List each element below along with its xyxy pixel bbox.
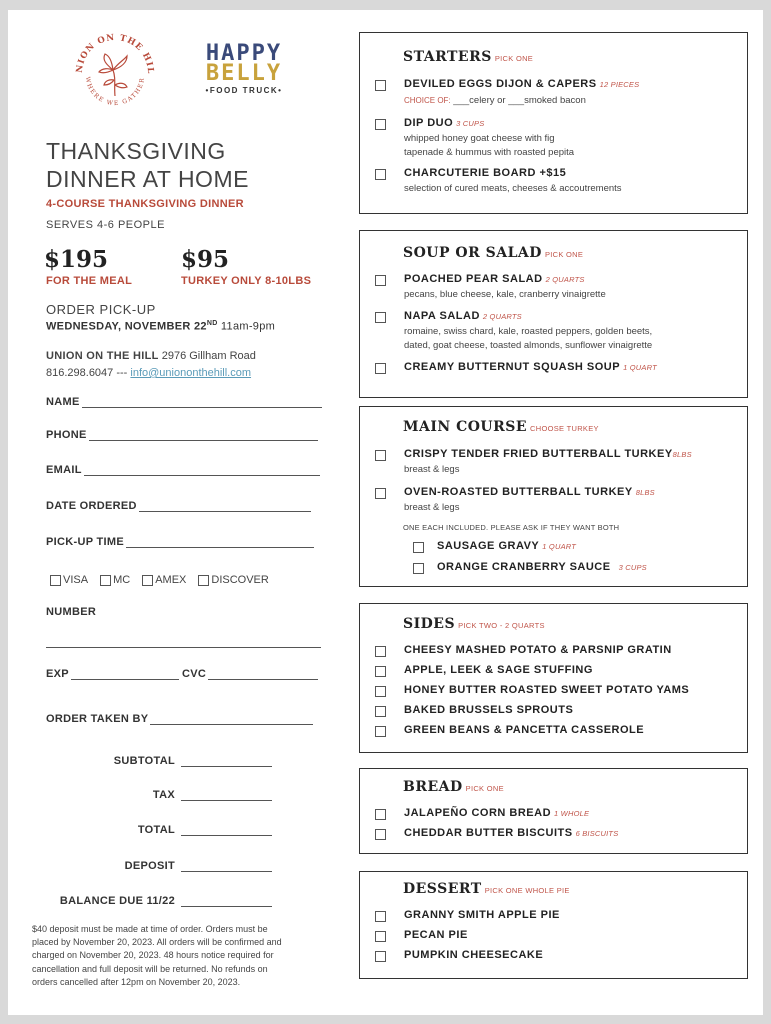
card-number-label: NUMBER (46, 606, 97, 618)
fried-turkey-qty: 8LBS (672, 450, 692, 459)
total-line[interactable] (181, 835, 272, 836)
dessert-name: PUMPKIN CHEESECAKE (404, 949, 544, 961)
bread-title: BREAD (403, 779, 463, 795)
card-number-line[interactable] (46, 647, 321, 648)
visa-label: VISA (63, 574, 89, 586)
turkey-price-label: TURKEY ONLY 8-10LBS (181, 275, 312, 287)
pickup-date-sup: ND (206, 320, 218, 327)
meal-price-label: FOR THE MEAL (46, 275, 133, 287)
dessert-section (359, 871, 748, 979)
starters-title: STARTERS (403, 49, 492, 65)
dip-duo-checkbox[interactable] (375, 119, 386, 130)
dip-duo-desc-line: tapenade & hummus with roasted pepita (404, 147, 575, 158)
dessert-name: PECAN PIE (404, 929, 468, 941)
side-name: CHEESY MASHED POTATO & PARSNIP GRATIN (404, 644, 672, 656)
email-line[interactable] (84, 464, 320, 476)
happy-belly-word-belly: BELLY (205, 61, 283, 86)
street-address: 2976 Gillham Road (158, 350, 256, 362)
main-course-heading (403, 419, 599, 435)
main-course-section (359, 406, 748, 587)
sausage-gravy-checkbox[interactable] (413, 542, 424, 553)
terms-line: cancellation and full deposit will be returned. No refunds on (32, 963, 268, 974)
phone-line[interactable] (89, 429, 318, 441)
title-line-1: THANKSGIVING (46, 138, 226, 164)
sausage-gravy-qty: 1 QUART (542, 542, 577, 551)
dessert-heading (403, 881, 570, 897)
side-name: BAKED BRUSSELS SPROUTS (404, 704, 574, 716)
email-field[interactable] (46, 464, 320, 476)
roasted-turkey-description: breast & legs (404, 502, 460, 513)
dip-duo-desc-line: whipped honey goat cheese with fig (404, 133, 555, 144)
side-checkbox[interactable] (375, 706, 386, 717)
exp-field[interactable] (46, 668, 179, 680)
pickup-date (46, 320, 275, 333)
roasted-turkey-qty: 8LBS (635, 488, 655, 497)
roasted-turkey-checkbox[interactable] (375, 488, 386, 499)
napa-salad-checkbox[interactable] (375, 312, 386, 323)
napa-desc-line: romaine, swiss chard, kale, roasted peppers, golden beets, (404, 326, 653, 337)
butternut-soup-checkbox[interactable] (375, 363, 386, 374)
happy-belly-subtitle: •FOOD TRUCK• (205, 86, 283, 95)
biscuits-checkbox[interactable] (375, 829, 386, 840)
visa-checkbox[interactable] (50, 575, 61, 586)
side-name: HONEY BUTTER ROASTED SWEET POTATO YAMS (404, 684, 690, 696)
terms-fineprint (32, 923, 350, 989)
email-label: EMAIL (46, 464, 82, 476)
deviled-eggs-name: DEVILED EGGS DIJON & CAPERS (404, 78, 597, 90)
charcuterie-name: CHARCUTERIE BOARD +$15 (404, 167, 567, 179)
cvc-field[interactable] (182, 668, 318, 680)
cvc-label: CVC (182, 668, 207, 680)
svg-text:UNION ON THE HILL (72, 30, 155, 75)
union-on-the-hill-logo (72, 30, 158, 116)
exp-label: EXP (46, 668, 69, 680)
phone-label: PHONE (46, 429, 87, 441)
corn-bread-name: JALAPEÑO CORN BREAD (404, 807, 552, 819)
order-taken-by-line[interactable] (150, 713, 313, 725)
corn-bread-checkbox[interactable] (375, 809, 386, 820)
venue-name: UNION ON THE HILL (46, 350, 159, 362)
choice-text[interactable]: ___celery or ___smoked bacon (450, 95, 586, 106)
date-ordered-field[interactable] (46, 500, 311, 512)
title-line-2: DINNER AT HOME (46, 166, 249, 192)
starters-heading (403, 49, 533, 65)
side-checkbox[interactable] (375, 666, 386, 677)
deposit-label: DEPOSIT (124, 860, 175, 872)
tax-label: TAX (152, 789, 175, 801)
poached-pear-checkbox[interactable] (375, 275, 386, 286)
butternut-soup-name: CREAMY BUTTERNUT SQUASH SOUP (404, 361, 621, 373)
dip-duo-description (404, 132, 574, 160)
bread-section (359, 768, 748, 854)
subtotal-line[interactable] (181, 766, 272, 767)
pickup-time-range: 11am-9pm (217, 320, 276, 333)
included-note: ONE EACH INCLUDED. PLEASE ASK IF THEY WANT BOTH (403, 523, 620, 532)
venue-phone: 816.298.6047 --- (46, 367, 131, 379)
contact-line (46, 367, 251, 379)
pickup-time-label: PICK-UP TIME (46, 536, 124, 548)
amex-label: AMEX (155, 574, 187, 586)
terms-line: $40 deposit must be made at time of order. Orders must be (32, 924, 268, 934)
side-name: GREEN BEANS & PANCETTA CASSEROLE (404, 724, 645, 736)
payment-option-mc[interactable] (100, 574, 130, 586)
main-course-note: CHOOSE TURKEY (530, 424, 599, 433)
deviled-eggs-choice (404, 95, 586, 106)
page-title (46, 137, 249, 193)
terms-line: charged on November 20, 2023. 48 hours notice required for (32, 950, 274, 961)
napa-salad-description (404, 325, 652, 353)
bread-heading (403, 779, 504, 795)
napa-salad-qty: 2 QUARTS (482, 312, 522, 321)
side-checkbox[interactable] (375, 646, 386, 657)
meal-price: $195 (44, 246, 109, 273)
napa-salad-name: NAPA SALAD (404, 310, 480, 322)
phone-field[interactable] (46, 429, 318, 441)
union-logo-bottom-text: WHERE WE GATHER (83, 76, 147, 108)
serves-text: SERVES 4-6 PEOPLE (46, 219, 165, 231)
email-link[interactable]: info@uniononthehill.com (130, 367, 252, 379)
balance-due-line[interactable] (181, 906, 272, 907)
order-taken-by-field[interactable] (46, 713, 313, 725)
dip-duo-qty: 3 CUPS (456, 119, 485, 128)
sides-title: SIDES (403, 616, 456, 632)
deposit-line[interactable] (181, 871, 272, 872)
discover-checkbox[interactable] (198, 575, 209, 586)
poached-pear-qty: 2 QUARTS (545, 275, 585, 284)
poached-pear-name: POACHED PEAR SALAD (404, 273, 543, 285)
sides-heading (403, 616, 545, 632)
dessert-name: GRANNY SMITH APPLE PIE (404, 909, 560, 921)
cranberry-sauce-name: ORANGE CRANBERRY SAUCE (437, 561, 611, 573)
course-subtitle: 4-COURSE THANKSGIVING DINNER (46, 198, 244, 210)
soup-salad-title: SOUP OR SALAD (403, 245, 542, 261)
order-taken-by-label: ORDER TAKEN BY (46, 713, 149, 725)
dessert-checkbox[interactable] (375, 951, 386, 962)
cvc-line[interactable] (208, 668, 318, 680)
exp-line[interactable] (71, 668, 179, 680)
card-number-label-row (46, 606, 96, 618)
pickup-heading: ORDER PICK-UP (46, 302, 156, 317)
main-course-title: MAIN COURSE (403, 419, 528, 435)
mc-label: MC (113, 574, 131, 586)
charcuterie-description: selection of cured meats, cheeses & accoutrements (404, 183, 622, 194)
cranberry-sauce-checkbox[interactable] (413, 563, 424, 574)
napa-desc-line: dated, goat cheese, toasted almonds, sunflower vinaigrette (404, 340, 653, 351)
payment-options (50, 574, 269, 586)
mc-checkbox[interactable] (100, 575, 111, 586)
venue-address (46, 350, 256, 362)
subtotal-label: SUBTOTAL (113, 755, 175, 767)
fried-turkey-name: CRISPY TENDER FRIED BUTTERBALL TURKEY (404, 448, 673, 460)
total-label: TOTAL (137, 824, 175, 836)
union-logo-top-text: NION ON THE HIL (74, 32, 156, 75)
dessert-checkbox[interactable] (375, 931, 386, 942)
soup-salad-heading (403, 245, 583, 261)
side-checkbox[interactable] (375, 726, 386, 737)
pickup-time-field[interactable] (46, 536, 314, 548)
flower-icon (99, 54, 127, 96)
soup-salad-note: PICK ONE (544, 250, 584, 259)
starters-section (359, 32, 748, 214)
cranberry-sauce-qty: 3 CUPS (618, 563, 647, 572)
choice-label: CHOICE OF: (404, 96, 451, 105)
dessert-title: DESSERT (403, 881, 482, 897)
fried-turkey-checkbox[interactable] (375, 450, 386, 461)
sides-note: PICK TWO - 2 QUARTS (458, 621, 545, 630)
bread-note: PICK ONE (465, 784, 504, 793)
dessert-checkbox[interactable] (375, 911, 386, 922)
payment-option-amex[interactable] (142, 574, 186, 586)
date-ordered-line[interactable] (139, 500, 311, 512)
fried-turkey-description: breast & legs (404, 464, 460, 475)
roasted-turkey-name: OVEN-ROASTED BUTTERBALL TURKEY (404, 486, 633, 498)
deviled-eggs-qty: 12 PIECES (599, 80, 640, 89)
terms-line: orders cancelled after 12pm on November 20, 2023. (32, 976, 241, 987)
amex-checkbox[interactable] (142, 575, 153, 586)
happy-belly-logo (194, 41, 294, 104)
charcuterie-checkbox[interactable] (375, 169, 386, 180)
union-logo-graphic (72, 30, 158, 116)
terms-line: placed by November 20, 2023. All orders will be confirmed and (32, 937, 282, 948)
side-checkbox[interactable] (375, 686, 386, 697)
dip-duo-name: DIP DUO (404, 117, 454, 129)
payment-option-visa[interactable] (50, 574, 88, 586)
turkey-price: $95 (181, 246, 230, 273)
date-ordered-label: DATE ORDERED (46, 500, 137, 512)
biscuits-name: CHEDDAR BUTTER BISCUITS (404, 827, 573, 839)
discover-label: DISCOVER (211, 574, 269, 586)
order-form-page (8, 10, 763, 1015)
dessert-note: PICK ONE WHOLE PIE (484, 886, 570, 895)
happy-belly-word-happy: HAPPY (205, 41, 283, 66)
soup-salad-section (359, 230, 748, 398)
starters-note: PICK ONE (494, 54, 534, 63)
sides-section (359, 603, 748, 753)
side-name: APPLE, LEEK & SAGE STUFFING (404, 664, 593, 676)
tax-line[interactable] (181, 800, 272, 801)
name-line[interactable] (82, 396, 322, 408)
pickup-date-text: WEDNESDAY, NOVEMBER 22 (46, 320, 207, 333)
name-label: NAME (46, 396, 80, 408)
butternut-soup-qty: 1 QUART (623, 363, 657, 372)
sausage-gravy-name: SAUSAGE GRAVY (437, 540, 540, 552)
biscuits-qty: 6 BISCUITS (575, 829, 619, 838)
corn-bread-qty: 1 WHOLE (554, 809, 590, 818)
balance-due-label: BALANCE DUE 11/22 (59, 895, 175, 907)
deviled-eggs-checkbox[interactable] (375, 80, 386, 91)
payment-option-discover[interactable] (198, 574, 268, 586)
name-field[interactable] (46, 396, 322, 408)
pickup-time-line[interactable] (126, 536, 314, 548)
poached-pear-description: pecans, blue cheese, kale, cranberry vinaigrette (404, 289, 606, 300)
